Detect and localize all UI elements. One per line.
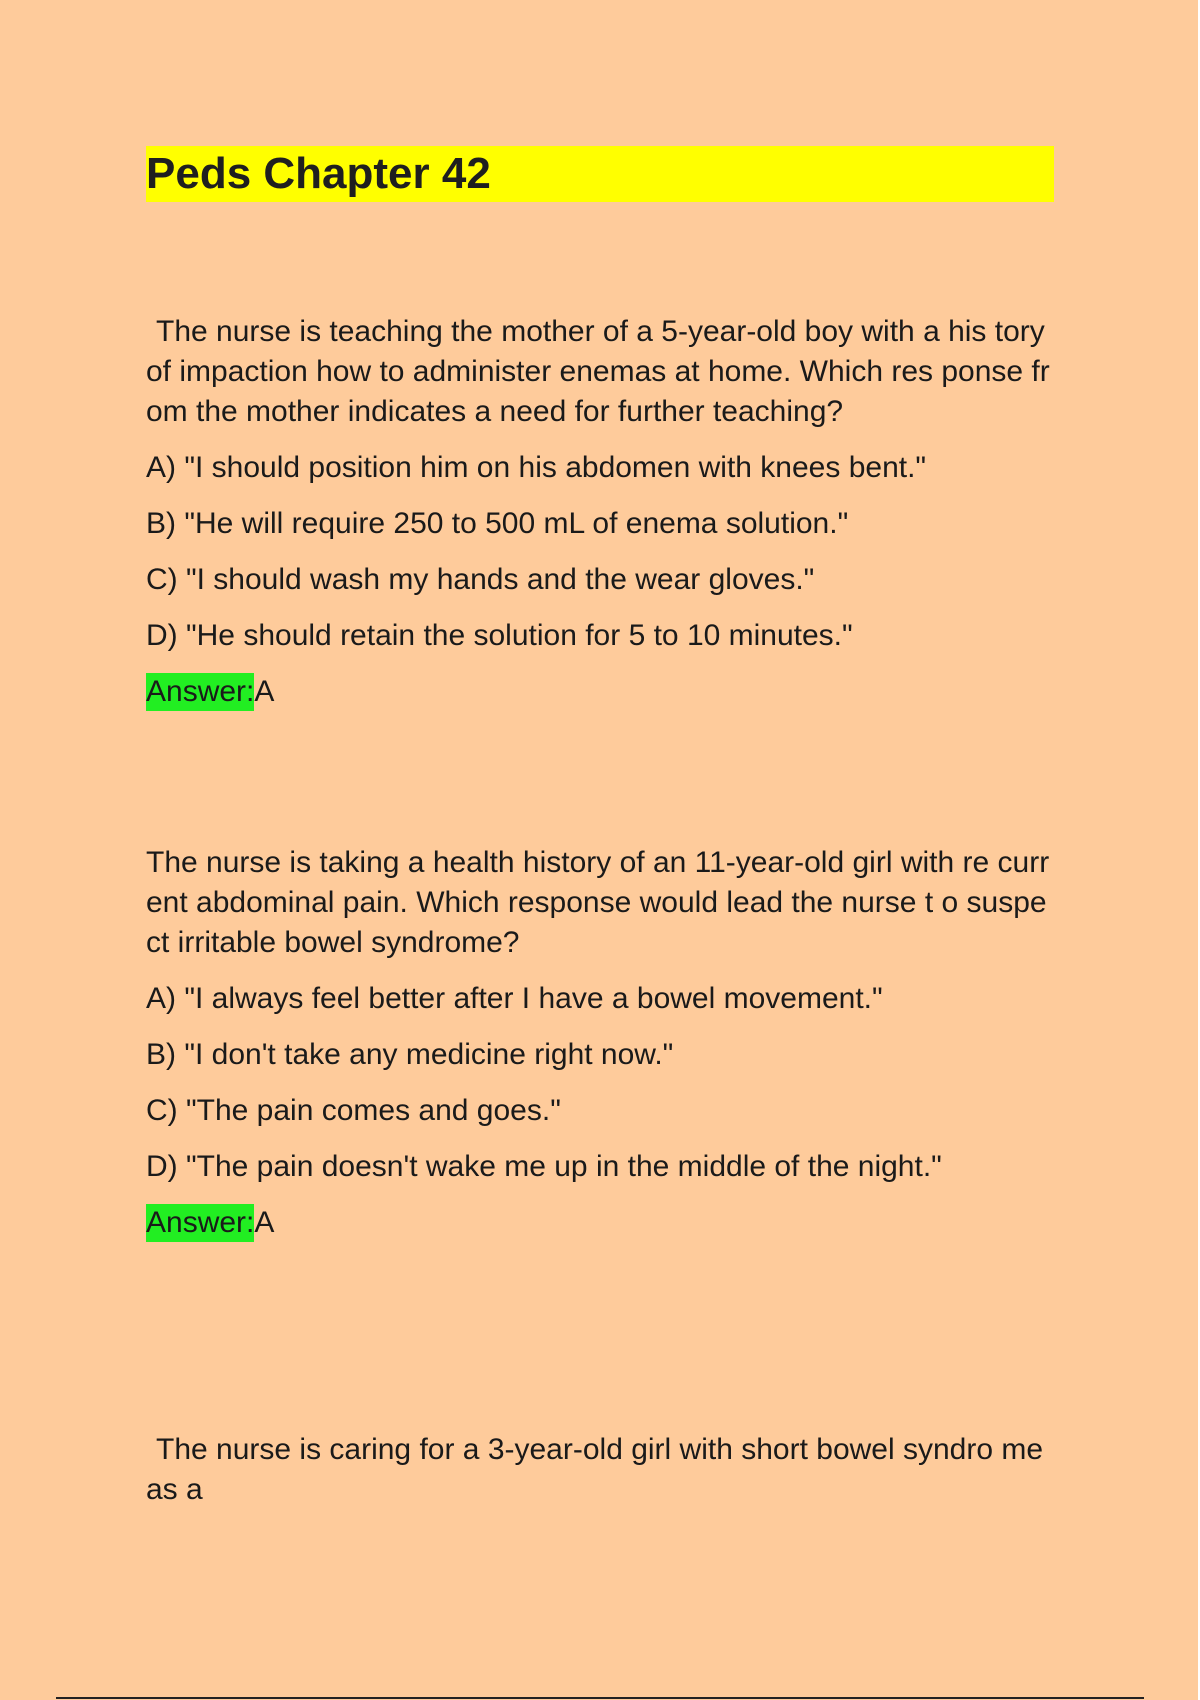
footer-divider xyxy=(56,1697,1144,1699)
option-d: D) "The pain doesn't wake me up in the middle of the night." xyxy=(146,1150,942,1183)
option-d: D) "He should retain the solution for 5 to 10 minutes." xyxy=(146,619,853,652)
page-title: Peds Chapter 42 xyxy=(146,149,491,198)
option-a: A) "I always feel better after I have a bowel movement." xyxy=(146,982,883,1015)
option-c: C) "The pain comes and goes." xyxy=(146,1094,561,1127)
question-1 xyxy=(146,312,1056,712)
answer-label: Answer: xyxy=(146,673,254,711)
option-c: C) "I should wash my hands and the wear gloves." xyxy=(146,563,815,596)
option-b: B) "I don't take any medicine right now." xyxy=(146,1038,674,1071)
question-stem: The nurse is caring for a 3-year-old girl with short bowel syndro me as a xyxy=(146,1433,1044,1506)
answer-line xyxy=(146,1203,1056,1243)
question-3 xyxy=(146,1430,1056,1526)
answer-value: A xyxy=(254,1206,275,1239)
question-stem: The nurse is teaching the mother of a 5-year-old boy with a his tory of impaction how to administer enemas at home. Which res ponse from the mother indicates a need for further teaching? xyxy=(146,315,1050,428)
answer-line xyxy=(146,672,1056,712)
option-a: A) "I should position him on his abdomen with knees bent." xyxy=(146,451,927,484)
question-2 xyxy=(146,843,1056,1243)
answer-value: A xyxy=(254,675,275,708)
option-b: B) "He will require 250 to 500 mL of enema solution." xyxy=(146,507,849,540)
answer-label: Answer: xyxy=(146,1204,254,1242)
question-stem: The nurse is taking a health history of an 11-year-old girl with re current abdominal pain. Which response would lead the nurse t o suspect irritable bowel syndrome? xyxy=(146,846,1050,959)
